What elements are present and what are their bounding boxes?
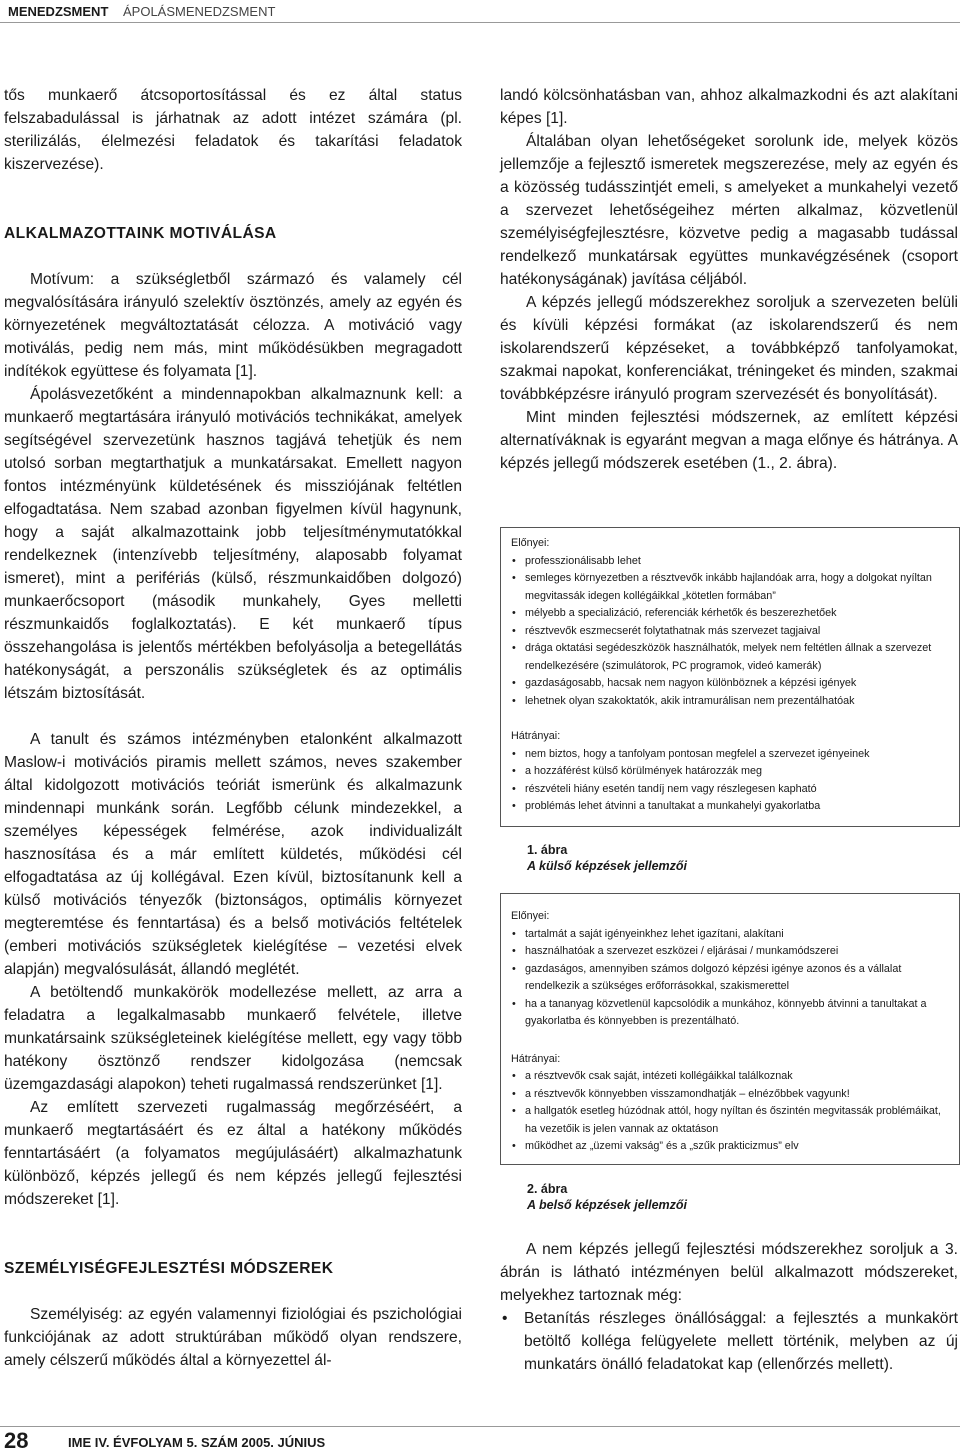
bullet-icon: • [502, 1310, 508, 1327]
spacer [4, 176, 462, 222]
bullet-icon: • [512, 765, 516, 777]
list-item: • problémás lehet átvinni a tanultakat a munkahelyi gyakorlatba [511, 798, 949, 816]
bullet-icon: • [512, 1105, 516, 1117]
bullet-icon: • [512, 747, 516, 760]
bottom-right-text [500, 1238, 958, 1376]
bullet-icon: • [512, 642, 516, 654]
section-title: MENEDZSMENT [8, 4, 109, 19]
figure1-caption [527, 842, 687, 874]
spacer [4, 1280, 462, 1303]
bullet-icon: • [512, 1070, 516, 1082]
figure2-box [500, 893, 960, 1165]
list-item: • a hozzáférést külső körülmények határozzák meg [511, 763, 949, 781]
bullet-icon: • [512, 962, 516, 975]
figure1-caption-number: 1. ábra [527, 843, 568, 857]
figure1-cons-title: Hátrányai: [511, 730, 561, 742]
list-item: • használhatóak a szervezet eszközei / eljárásai / munkamódszerei [511, 943, 949, 961]
paragraph-mint-minden: Mint minden fejlesztési módszernek, az említett képzési alternatíváknak is egyaránt megvan a maga előnye és hátránya. A képzés jellegű módszerek esetében (1., 2. ábra). [500, 409, 958, 472]
heading-motivation: ALKALMAZOTTAINK MOTIVÁLÁSA [4, 225, 277, 242]
figure2-pros-title: Előnyei: [511, 910, 550, 922]
list-item: • semleges környezetben a résztvevők inkább hajlandóak arra, hogy a dolgokat nyíltan megvitassák idegen kollégáikkal „kötetlen formában” [512, 572, 932, 602]
list-item: • Betanítás részleges önállósággal: a fejlesztés a munkakört betöltő kolléga felügyelete mellett történik, melyben az új munkatárs önálló feladatokat kap (ellenőrzés mellett). [500, 1307, 958, 1376]
bullet-icon: • [512, 782, 516, 795]
figure1-cons-list [511, 746, 949, 816]
list-item: • nem biztos, hogy a tanfolyam pontosan megfelel a szervezet igényeinek [511, 746, 949, 764]
figure1-pros-list [511, 553, 949, 711]
list-item: • működhet az „üzemi vakság” és a „szűk prakticizmus” elv [511, 1138, 949, 1156]
publication-info: IME IV. ÉVFOLYAM 5. SZÁM 2005. JÚNIUS [68, 1435, 326, 1450]
intro-paragraph: tős munkaerő átcsoportosítással és ez által status felszabadulással is járhatnak az adott intézet számára (pl. sterilizálás, élelmezési feladatok és takarítási feladatok kiszervezése). [4, 87, 462, 173]
paragraph-nem-kepzes: A nem képzés jellegű fejlesztési módszerekhez soroljuk a 3. ábrán is látható intézményen belül alkalmazott módszereket, melyekhez tartoznak még: [500, 1241, 958, 1304]
paragraph-betoltendo: A betöltendő munkakörök modellezése mellett, az arra a feladatra a legalkalmasabb munkaerő felvétele, illetve munkatársaink szükségleteinek kielégítése mellett, egy vagy több hatékony ösztönző rendszer kidolgozása (nemcsak üzemgazdasági alapokon) teheti rugalmassá rendszerünket [1]. [4, 984, 462, 1093]
figure2-caption [527, 1181, 687, 1213]
list-item: • ha a tananyag közvetlenül kapcsolódik a munkához, könnyebb átvinni a tanultakat a gyakorlatba és könnyebben is prezentálható. [512, 997, 927, 1027]
list-item: • lehetnek olyan szakoktatók, akik intramurálisan nem prezentálhatóak [511, 693, 949, 711]
figure2-cons-list [511, 1068, 949, 1156]
list-item: • résztvevők eszmecserét folytathatnak más szervezet tagjaival [511, 623, 949, 641]
figure1-pros-title: Előnyei: [511, 537, 550, 549]
subsection-title: ÁPOLÁSMENEDZSMENT [123, 4, 276, 19]
bullet-icon: • [512, 800, 516, 812]
paragraph-rugalmassag: Az említett szervezeti rugalmasság megőrzéséért, a munkaerő megtartásáért és ez által a hatékony működés fenntartásáért (a folyamatos megújulásáért) alkalmazhatunk különböző, képzés jellegű és nem képzés jellegű fejlesztési módszereket [1]. [4, 1099, 462, 1208]
figure2-pros-list [511, 926, 949, 1031]
spacer [4, 1211, 462, 1257]
figure2-caption-number: 2. ábra [527, 1182, 568, 1196]
paragraph-altalaban: Általában olyan lehetőségeket sorolunk ide, melyek közös jellemzője a fejlesztő ismeretek megszerezése, mely az egyén és a közösség tudásszintjét emeli, s amelyeket a munkahelyi vezető a szervezet lehetőségeihez mérten alkalmaz, közvetlenül személyiségfejlesztésre, közvetve pedig a magasabb tudással rendelkező munkatársak együttes munkavégzésének (csoport hatékonyságának) javítása céljából. [500, 133, 958, 288]
list-item: • tartalmát a saját igényeinkhez lehet igazítani, alakítani [511, 926, 949, 944]
bullet-icon: • [512, 607, 516, 619]
paragraph-continuation: landó kölcsönhatásban van, ahhoz alkalmazkodni és azt alakítani képes [1]. [500, 87, 958, 127]
bullet-icon: • [512, 677, 516, 689]
list-item: • a résztvevők csak saját, intézeti kollégáikkal találkoznak [511, 1068, 949, 1086]
heading-personality: SZEMÉLYISÉGFEJLESZTÉSI MÓDSZEREK [4, 1260, 334, 1277]
list-item: • a résztvevők könnyebben visszamondhatják – elnézőbbek vagyunk! [511, 1086, 949, 1104]
bullet-icon: • [512, 624, 516, 637]
figure2-caption-title: A belső képzések jellemzői [527, 1198, 688, 1212]
right-column [500, 84, 958, 475]
list-item: • gazdaságosabb, hacsak nem nagyon különböznek a képzési igények [511, 675, 949, 693]
bullet-icon: • [512, 572, 516, 584]
bullet-icon: • [512, 945, 516, 957]
spacer [4, 245, 462, 268]
left-column [4, 84, 462, 1372]
bullet-icon: • [512, 1087, 516, 1100]
paragraph-kepzes-jellegu: A képzés jellegű módszerekhez soroljuk a szervezeten belüli és kívüli képzési formákat (az iskolarendszerű és nem iskolarendszerű képzéseket, a továbbképző tanfolyamokat, szakmai napokat, konferenciákat, tréningeket és minden, szakmai továbbképzésre irányuló program szervezését és bonyolítását). [500, 294, 958, 403]
figure2-cons-title: Hátrányai: [511, 1052, 561, 1065]
paragraph-apolasvezeto: Ápolásvezetőként a mindennapokban alkalmaznunk kell: a munkaerő megtartására irányuló motivációs technikákat, amelyek segítségével szervezetünk hasznos tagjává tehetjük és nem utolsó sorban megtarthatjuk a munkatársakat. Emellett nagyon fontos intézményünk küldetésének és missziójának feltétlen elfogadtatása. Nem szabad azonban figyelmen kívül hagynunk, hogy a saját alkalmazottaink jobb teljesítménymutatókkal rendelkeznek (intenzívebb teljesítmény, alaposabb folyamat ismeret), mint a perifériás (külső, részmunkaidőben dolgozó) munkaerőcsoport (második munkahely, Gyes melletti részmunkaidős foglalkoztatás). E két munkaerő típus összehangolása is jelentős mértékben befolyásolja a betegellátás hatékonyságát, a perszonális szükségletek és az optimális létszám biztosítását. [4, 386, 462, 702]
footer-divider [0, 1426, 960, 1427]
list-item: • mélyebb a specializáció, referenciák kérhetők és beszerezhetőek [511, 605, 949, 623]
list-item: • professzionálisabb lehet [511, 553, 949, 571]
paragraph-motivum: Motívum: a szükségletből származó és valamely cél megvalósítására irányuló szelektív ösztönzés, amely az egyén és környezetének megváltoztatását célozza. A motiváció vagy motiválás, pedig nem más, mint működésükben megragadott indítékok együttese és folyamata [1]. [4, 271, 462, 380]
list-item: • gazdaságos, amennyiben számos dolgozó képzési igénye azonos és a vállalat rendelkezik a szükséges erőforrásokkal, szakismerettel [512, 962, 902, 992]
method-list [500, 1307, 958, 1376]
bullet-icon: • [512, 927, 516, 940]
bullet-icon: • [512, 1140, 516, 1152]
paragraph-szemelyiseg: Személyiség: az egyén valamennyi fiziológiai és pszichológiai funkciójának az adott struktúrában működő olyan rendszere, amely célszerű működés által a környezettel ál- [4, 1306, 462, 1369]
page-number: 28 [4, 1428, 29, 1453]
figure1-caption-title: A külső képzések jellemzői [527, 859, 688, 873]
list-item: • a hallgatók esetleg húzódnak attól, hogy nyíltan és őszintén megvitassák problémáikat, ha vezetőik is jelen vannak az oktatáson [512, 1105, 941, 1135]
list-item: • részvételi hiány esetén tandíj nem vagy részlegesen kapható [511, 781, 949, 799]
list-item: • drága oktatási segédeszközök használhatók, melyek nem feltétlen állnak a szervezet rendelkezésére (szimulátorok, PC programok, videó kamerák) [512, 642, 932, 672]
bullet-icon: • [512, 554, 516, 567]
paragraph-maslow: A tanult és számos intézményben etalonként alkalmazott Maslow-i motivációs piramis mellett számos, neves szakember által kidolgozott motivációs teóriát ismerünk és alkalmazunk mindennapi munkánk során. Legfőbb célunk mindezekkel, a személyes képességek felmérése, azok individualizált hasznosítása és a már említett küldetés, működési cél elfogadtatása az új kollégával. Ezen kívül, biztosítanunk kell a külső motivációs tényezők (biztonságos, optimális környezet megteremtése és fenntartása) és a belső motivációs feltételek (emberi motivációs szükségletek kielégítése – vezetési elvek alapján) megvalósulását, állandó meglétét. [4, 731, 462, 978]
page-footer [4, 1428, 958, 1455]
figure1-box [500, 527, 960, 827]
page-header [0, 0, 960, 23]
bullet-icon: • [512, 694, 516, 707]
bullet-icon: • [512, 997, 516, 1010]
